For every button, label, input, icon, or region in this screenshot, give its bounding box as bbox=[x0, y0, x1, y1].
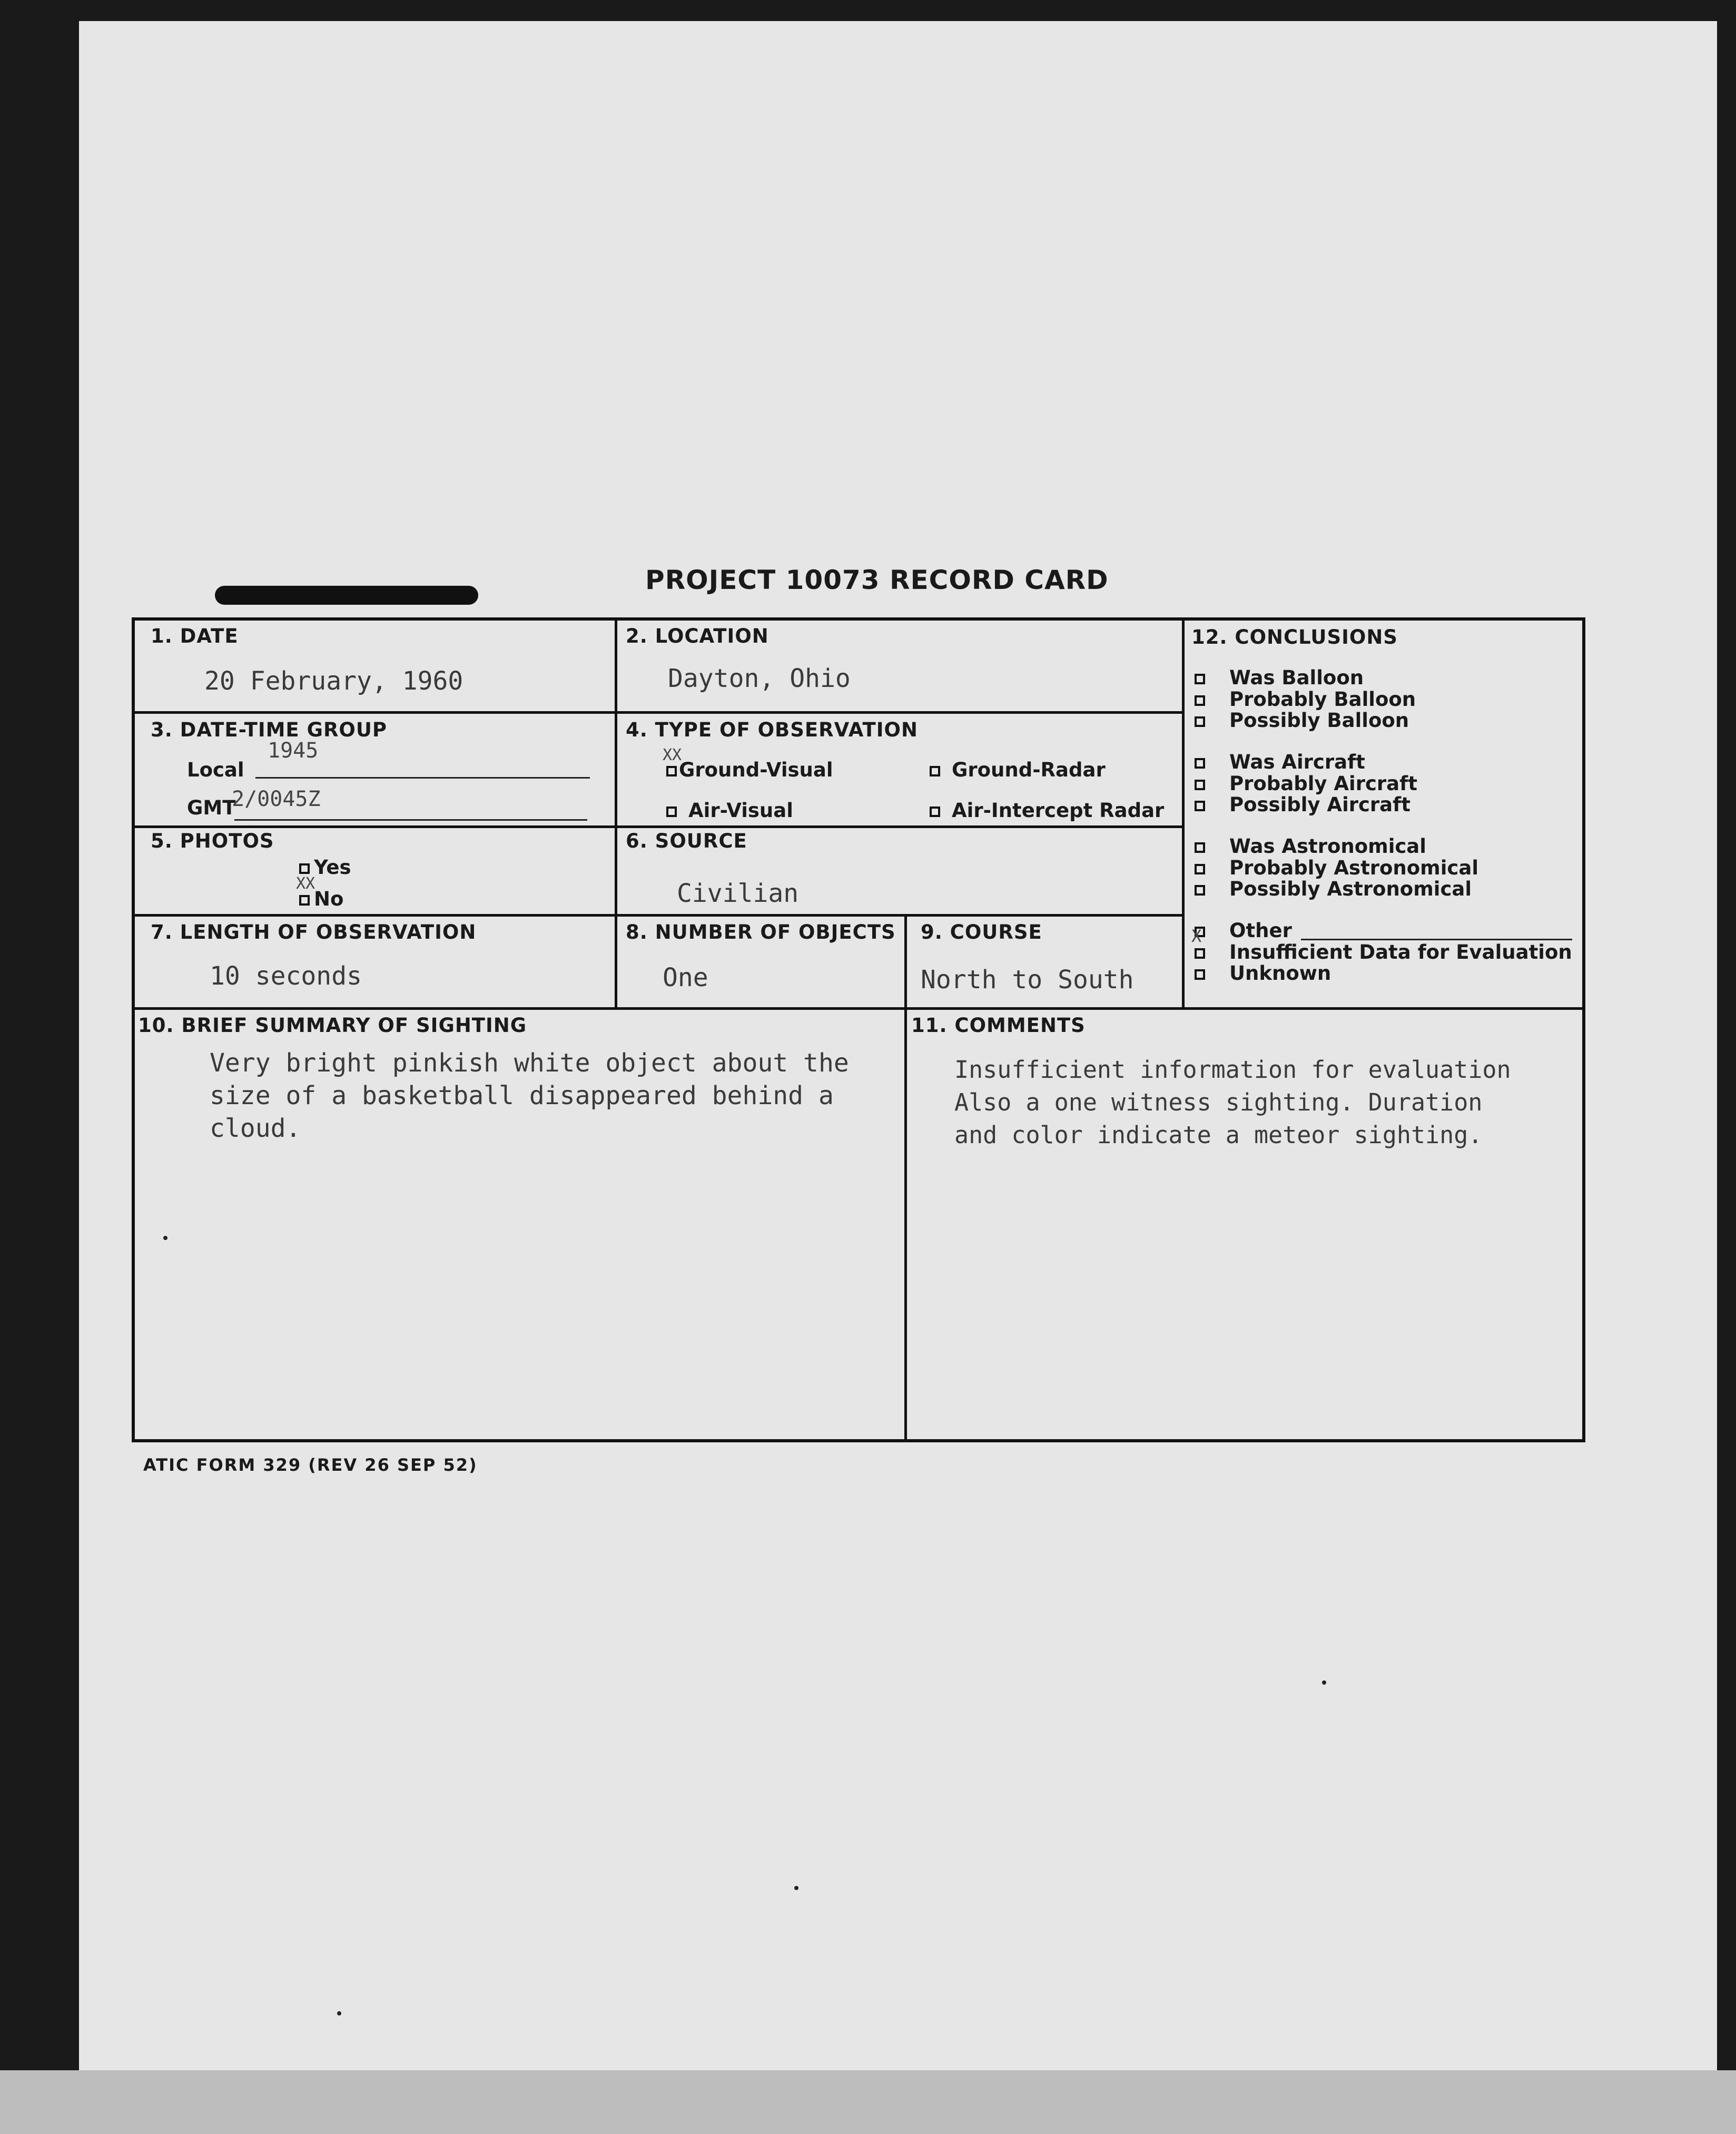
checkbox-icon bbox=[930, 807, 940, 817]
checkbox-icon bbox=[1195, 695, 1205, 706]
scan-speck bbox=[337, 2011, 341, 2015]
row-divider-3 bbox=[135, 914, 1185, 917]
gmt-value: 2/0045Z bbox=[232, 787, 321, 811]
local-underline bbox=[255, 777, 590, 779]
scan-speck bbox=[163, 1236, 167, 1240]
date-label: 1. DATE bbox=[151, 625, 239, 647]
photos-label: 5. PHOTOS bbox=[151, 830, 274, 852]
conclusion-was-aircraft[interactable]: Was Aircraft bbox=[1195, 751, 1365, 773]
row-divider-4 bbox=[135, 1007, 1582, 1010]
conclusion-possibly-astronomical[interactable]: Possibly Astronomical bbox=[1195, 878, 1472, 900]
option-photos-yes[interactable]: Yes bbox=[299, 856, 351, 879]
length-of-observation-label: 7. LENGTH OF OBSERVATION bbox=[151, 921, 477, 943]
checkbox-icon bbox=[1195, 780, 1205, 790]
comments-line: Insufficient information for evaluation bbox=[954, 1056, 1511, 1084]
gmt-label: GMT bbox=[187, 796, 236, 819]
conclusion-was-astronomical[interactable]: Was Astronomical bbox=[1195, 835, 1426, 858]
option-photos-no[interactable]: No bbox=[299, 888, 343, 910]
number-of-objects-value: One bbox=[663, 963, 708, 992]
checkbox-icon bbox=[299, 895, 310, 906]
scan-speck bbox=[1322, 1680, 1326, 1685]
col-divider-left bbox=[615, 621, 617, 1007]
gmt-underline bbox=[234, 819, 587, 821]
course-label: 9. COURSE bbox=[921, 921, 1042, 943]
comments-line: and color indicate a meteor sighting. bbox=[954, 1121, 1483, 1149]
col-divider-right bbox=[1182, 621, 1185, 1007]
redaction-mark bbox=[215, 586, 478, 605]
checkbox-icon bbox=[1195, 716, 1205, 727]
conclusions-label: 12. CONCLUSIONS bbox=[1191, 626, 1398, 648]
conclusion-was-balloon[interactable]: Was Balloon bbox=[1195, 666, 1364, 689]
option-ground-radar[interactable]: Ground-Radar bbox=[930, 759, 1106, 781]
conclusion-other[interactable]: Other bbox=[1195, 919, 1292, 942]
scan-bottom-band bbox=[0, 2070, 1736, 2134]
date-value: 20 February, 1960 bbox=[204, 666, 463, 696]
brief-summary-label: 10. BRIEF SUMMARY OF SIGHTING bbox=[138, 1014, 527, 1037]
checkbox-icon bbox=[666, 807, 677, 817]
checkbox-icon bbox=[1195, 969, 1205, 980]
conclusion-possibly-balloon[interactable]: Possibly Balloon bbox=[1195, 709, 1409, 732]
checkbox-icon bbox=[1195, 842, 1205, 853]
row-divider-1 bbox=[135, 711, 1185, 714]
conclusion-insufficient-data[interactable]: Insufficient Data for Evaluation bbox=[1195, 941, 1572, 963]
source-value: Civilian bbox=[677, 879, 799, 908]
date-time-group-label: 3. DATE-TIME GROUP bbox=[151, 719, 388, 741]
source-label: 6. SOURCE bbox=[626, 830, 747, 852]
option-air-intercept-radar[interactable]: Air-Intercept Radar bbox=[930, 799, 1164, 822]
checkbox-icon bbox=[1195, 885, 1205, 896]
scan-speck bbox=[794, 1886, 798, 1890]
row-divider-2 bbox=[135, 825, 1185, 828]
other-underline bbox=[1301, 939, 1572, 940]
photos-no-check-mark: XX bbox=[296, 874, 315, 893]
checkbox-icon bbox=[1195, 801, 1205, 811]
ground-visual-check-mark: XX bbox=[663, 746, 682, 764]
checkbox-icon bbox=[1195, 758, 1205, 769]
checkbox-icon bbox=[930, 766, 940, 776]
summary-line: cloud. bbox=[210, 1114, 301, 1143]
option-air-visual[interactable]: Air-Visual bbox=[666, 799, 793, 822]
checkbox-icon bbox=[1195, 864, 1205, 874]
checkbox-icon bbox=[299, 863, 310, 874]
local-label: Local bbox=[187, 759, 244, 781]
length-of-observation-value: 10 seconds bbox=[210, 961, 362, 991]
conclusion-probably-astronomical[interactable]: Probably Astronomical bbox=[1195, 857, 1478, 879]
summary-line: Very bright pinkish white object about the bbox=[210, 1048, 849, 1078]
comments-label: 11. COMMENTS bbox=[911, 1014, 1086, 1037]
number-of-objects-label: 8. NUMBER OF OBJECTS bbox=[626, 921, 896, 943]
conclusion-probably-aircraft[interactable]: Probably Aircraft bbox=[1195, 772, 1417, 795]
col-divider-center bbox=[904, 914, 907, 1439]
local-value: 1945 bbox=[268, 739, 319, 763]
checkbox-icon bbox=[666, 766, 677, 776]
conclusion-probably-balloon[interactable]: Probably Balloon bbox=[1195, 688, 1416, 711]
form-title: PROJECT 10073 RECORD CARD bbox=[645, 565, 1109, 595]
checkbox-icon bbox=[1195, 674, 1205, 684]
course-value: North to South bbox=[921, 965, 1134, 995]
type-of-observation-label: 4. TYPE OF OBSERVATION bbox=[626, 719, 918, 741]
location-value: Dayton, Ohio bbox=[668, 664, 851, 693]
summary-line: size of a basketball disappeared behind a bbox=[210, 1081, 834, 1110]
comments-line: Also a one witness sighting. Duration bbox=[954, 1088, 1483, 1116]
insufficient-data-check-mark: X bbox=[1191, 926, 1202, 946]
option-ground-visual[interactable]: Ground-Visual bbox=[666, 759, 833, 781]
location-label: 2. LOCATION bbox=[626, 625, 769, 647]
conclusion-possibly-aircraft[interactable]: Possibly Aircraft bbox=[1195, 793, 1410, 816]
checkbox-icon bbox=[1195, 948, 1205, 959]
form-number-footer: ATIC FORM 329 (REV 26 SEP 52) bbox=[143, 1455, 478, 1475]
conclusion-unknown[interactable]: Unknown bbox=[1195, 962, 1331, 985]
